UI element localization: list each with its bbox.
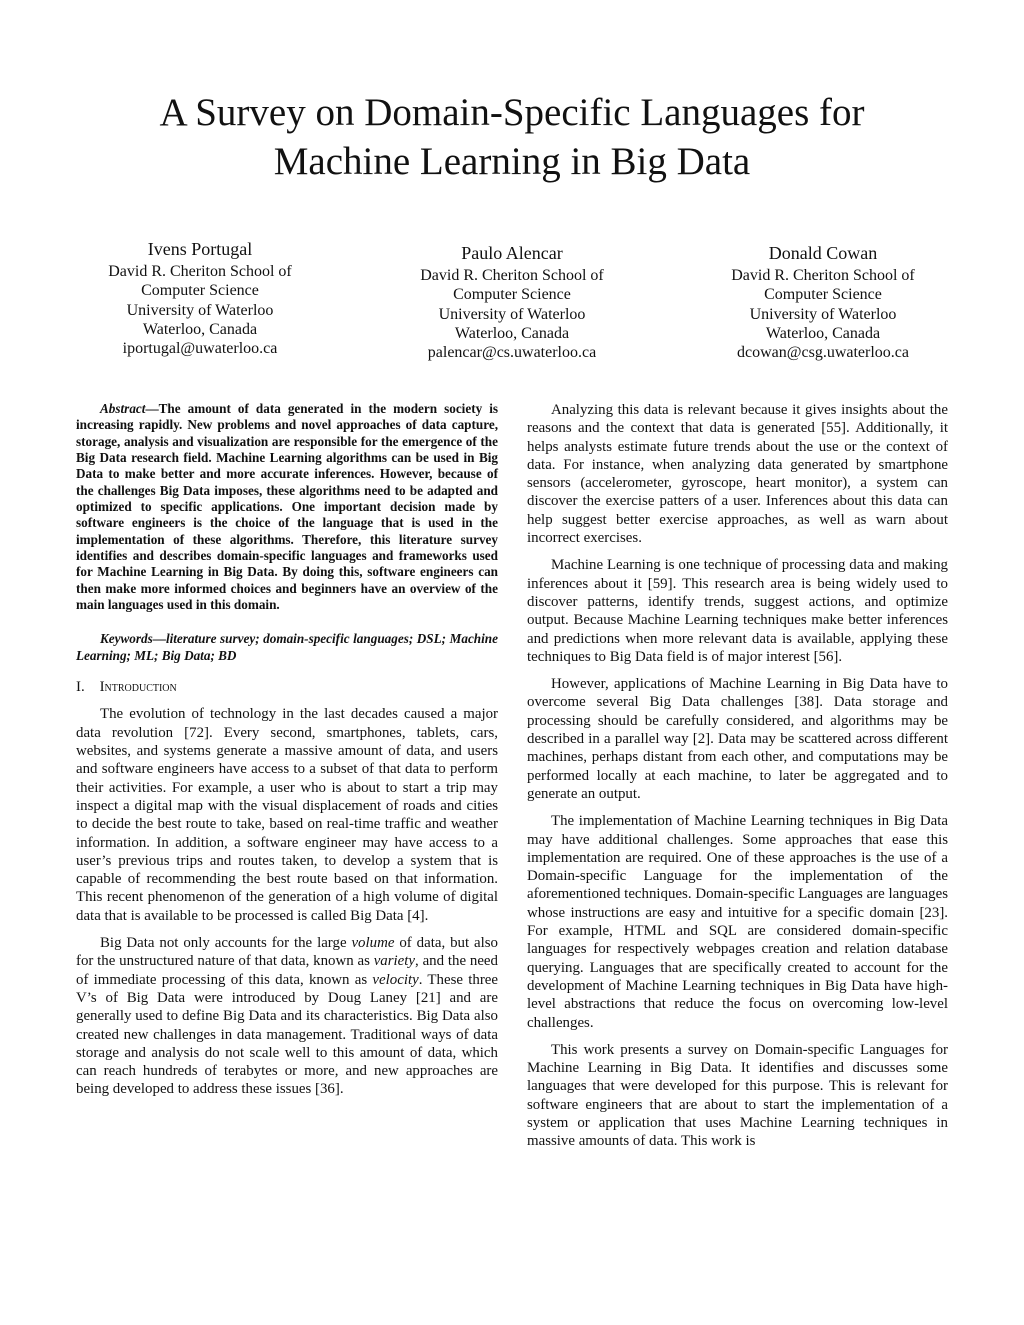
text-run: , and the need of immediate processing of this data, known as xyxy=(76,953,498,988)
abstract-text: —The amount of data generated in the modern society is increasing rapidly. New problems and novel approaches of data capture, storage, analysis and visualization are responsible for the emergence of the Big Data research field. Machine Learning algorithms can be used in Big Data to make better and more accurate inferences. However, because of the challenges Big Data imposes, these algorithms need to be adapted and optimized to specific applications. One important decision made by software engineers is the choice of the language that is used in the implementation of these algorithms. Therefore, this literature survey identifies and describes domain-specific languages and frameworks used for Machine Learning in Big Data. By doing this, software engineers can then make more informed choices and beginners have an overview of the main languages used in this domain. xyxy=(76,401,498,613)
author-affiliation: University of Waterloo xyxy=(126,301,274,319)
author-affiliation: David R. Cheriton School of xyxy=(108,263,292,280)
right-column xyxy=(527,401,948,1151)
section-title: Introduction xyxy=(99,679,177,696)
author-name: Ivens Portugal xyxy=(147,239,253,259)
author-affiliation: David R. Cheriton School of xyxy=(731,267,915,284)
text-run: of data, but also for the unstructured nature of that data, known as xyxy=(76,935,498,970)
author-affiliation: University of Waterloo xyxy=(438,305,586,323)
paper-title-line-1: A Survey on Domain-Specific Languages for xyxy=(159,91,865,134)
author-name: Donald Cowan xyxy=(768,243,878,263)
body-paragraph: This work presents a survey on Domain-specific Languages for Machine Learning in Big Data. It identifies and discusses some languages that were developed for this purpose. This is relevant for software engineers that are about to start the implementation of a system or application that uses Machine Learning techniques in massive amounts of data. This work is xyxy=(527,1041,948,1150)
author-block-2 xyxy=(377,242,647,362)
author-affiliation: Waterloo, Canada xyxy=(142,320,258,338)
emphasis-volume: volume xyxy=(351,935,395,952)
text-run: . These three V’s of Big Data were introduced by Doug Laney [21] and are generally used to define Big Data and its characteristics. Big Data also created new challenges in data management. Traditional ways of data storage and analysis do not scale well to this amount of data, which can reach hundreds of terabytes or more, and new approaches are being developed to address these issues [36]. xyxy=(76,971,498,1098)
author-affiliation: Computer Science xyxy=(141,282,259,300)
author-email: dcowan@csg.uwaterloo.ca xyxy=(737,344,909,362)
left-column xyxy=(76,401,498,1099)
body-paragraph: The implementation of Machine Learning techniques in Big Data may have additional challenges. Some approaches that ease this implementation are required. One of these approaches is the use of a Domain-specific Language for the implementation of the aforementioned techniques. Domain-specific Languages are languages whose instructions are easy and intuitive for a specific domain [23]. For example, HTML and SQL are considered domain-specific languages for respectively webpages creation and relation database querying. Languages that are specifically created to account for the development of Machine Learning techniques in Big Data have high-level abstractions that reduce the focus on overcoming low-level challenges. xyxy=(527,813,948,1031)
abstract xyxy=(76,401,498,613)
author-affiliation: David R. Cheriton School of xyxy=(420,267,604,284)
author-affiliation: Waterloo, Canada xyxy=(765,324,881,342)
emphasis-variety: variety xyxy=(373,953,416,970)
author-affiliation: Computer Science xyxy=(764,286,882,304)
author-block-3 xyxy=(688,242,958,362)
text-run: Big Data not only accounts for the large xyxy=(100,935,352,952)
body-paragraph xyxy=(76,934,498,1099)
body-paragraph: Machine Learning is one technique of processing data and making inferences about it [59]. This research area is being widely used to discover patterns, identify trends, suggest actions, and optimize output. Because Machine Learning techniques make better inferences and predictions when more relevant data is available, applying these techniques to Big Data field is of major interest [56]. xyxy=(527,557,948,665)
body-paragraph: The evolution of technology in the last decades caused a major data revolution [72]. Every second, smartphones, tablets, cars, websites, and systems generate a massive amount of data, and users and software engineers have access to a subset of that data to perform their activities. For example, a user who is about to start a trip may inspect a digital map with the visual displacement of roads and cities to decide the best route to take, based on real-time traffic and weather information. In addition, a software engineer may have access to a user’s previous trips and routes taken, to develop a system that is capable of recommending the best route based on that information. This recent phenomenon of the generation of a high volume of digital data that is available to be processed is called Big Data [4]. xyxy=(76,706,498,924)
body-paragraph: However, applications of Machine Learning in Big Data have to overcome several Big Data challenges [38]. Data storage and processing should be carefully considered, and algorithms may be described in a parallel way [2]. Data may be scattered across different machines, perhaps distant from each other, and computations may be performed locally at each machine, to later be aggregated and to generate an output. xyxy=(527,676,948,802)
author-email: palencar@cs.uwaterloo.ca xyxy=(427,344,597,362)
section-heading-introduction xyxy=(76,678,498,696)
paper-title xyxy=(0,88,1024,186)
author-affiliation: Computer Science xyxy=(453,286,571,304)
author-block-1 xyxy=(65,238,335,358)
author-affiliation: Waterloo, Canada xyxy=(454,324,570,342)
keywords: Keywords—literature survey; domain-specific languages; DSL; Machine Learning; ML; Big Data; BD xyxy=(76,631,498,663)
abstract-label: Abstract xyxy=(100,401,146,416)
author-name: Paulo Alencar xyxy=(461,243,563,263)
author-affiliation: University of Waterloo xyxy=(749,305,897,323)
author-email: iportugal@uwaterloo.ca xyxy=(122,340,278,358)
body-paragraph: Analyzing this data is relevant because it gives insights about the reasons and the context that data is generated [55]. Additionally, it helps analysts estimate future trends about the use or the context of data. For instance, when analyzing data generated by smartphone sensors (accelerometer, gyroscope, heart monitor), a system can discover the exercise patters of a user. Inferences about this data can help suggest better exercise approaches, as well as warn about incorrect exercises. xyxy=(527,402,948,547)
section-number: I. xyxy=(76,679,85,696)
emphasis-velocity: velocity xyxy=(372,971,419,988)
paper-title-line-2: Machine Learning in Big Data xyxy=(273,140,751,183)
